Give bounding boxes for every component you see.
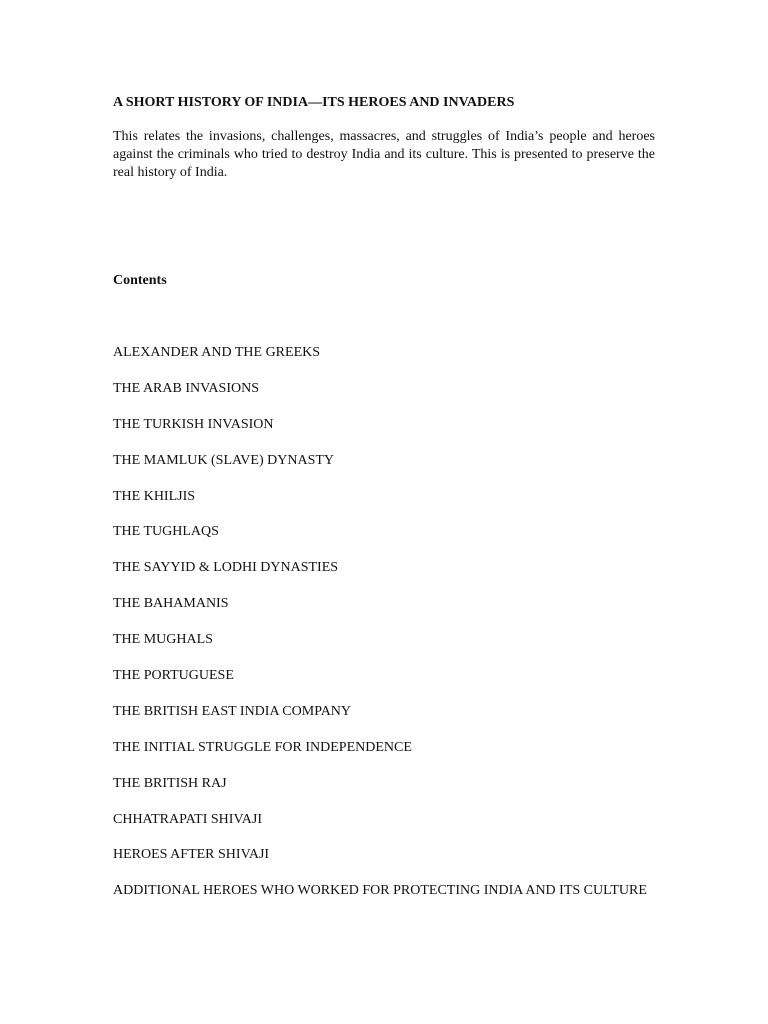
contents-heading: Contents [113,273,167,288]
toc-item: HEROES AFTER SHIVAJI [113,847,270,863]
toc-item: THE BRITISH RAJ [113,775,227,791]
toc-item: THE BRITISH EAST INDIA COMPANY [113,703,352,719]
toc-item: THE KHILJIS [113,488,196,504]
toc-item: ADDITIONAL HEROES WHO WORKED FOR PROTECTING INDIA AND ITS CULTURE [113,883,647,899]
table-of-contents [113,344,655,918]
toc-item: THE ARAB INVASIONS [113,380,259,396]
toc-item: ALEXANDER AND THE GREEKS [113,345,321,360]
document-title: A SHORT HISTORY OF INDIA—ITS HEROES AND INVADERS [113,95,515,110]
toc-item: THE INITIAL STRUGGLE FOR INDEPENDENCE [113,739,412,755]
toc-item: THE TURKISH INVASION [113,416,274,432]
toc-item: CHHATRAPATI SHIVAJI [113,811,262,827]
toc-item: THE TUGHLAQS [113,524,219,540]
toc-item: THE MAMLUK (SLAVE) DYNASTY [113,452,335,468]
toc-item: THE BAHAMANIS [113,596,229,612]
toc-item: THE PORTUGUESE [113,668,234,684]
intro-paragraph: This relates the invasions, challenges, massacres, and struggles of India’s people and heroes against the criminals who tried to destroy India and its culture. This is presented to preserve the real history of India. [113,129,655,180]
toc-item: THE MUGHALS [113,632,213,648]
toc-item: THE SAYYID & LODHI DYNASTIES [113,560,339,576]
